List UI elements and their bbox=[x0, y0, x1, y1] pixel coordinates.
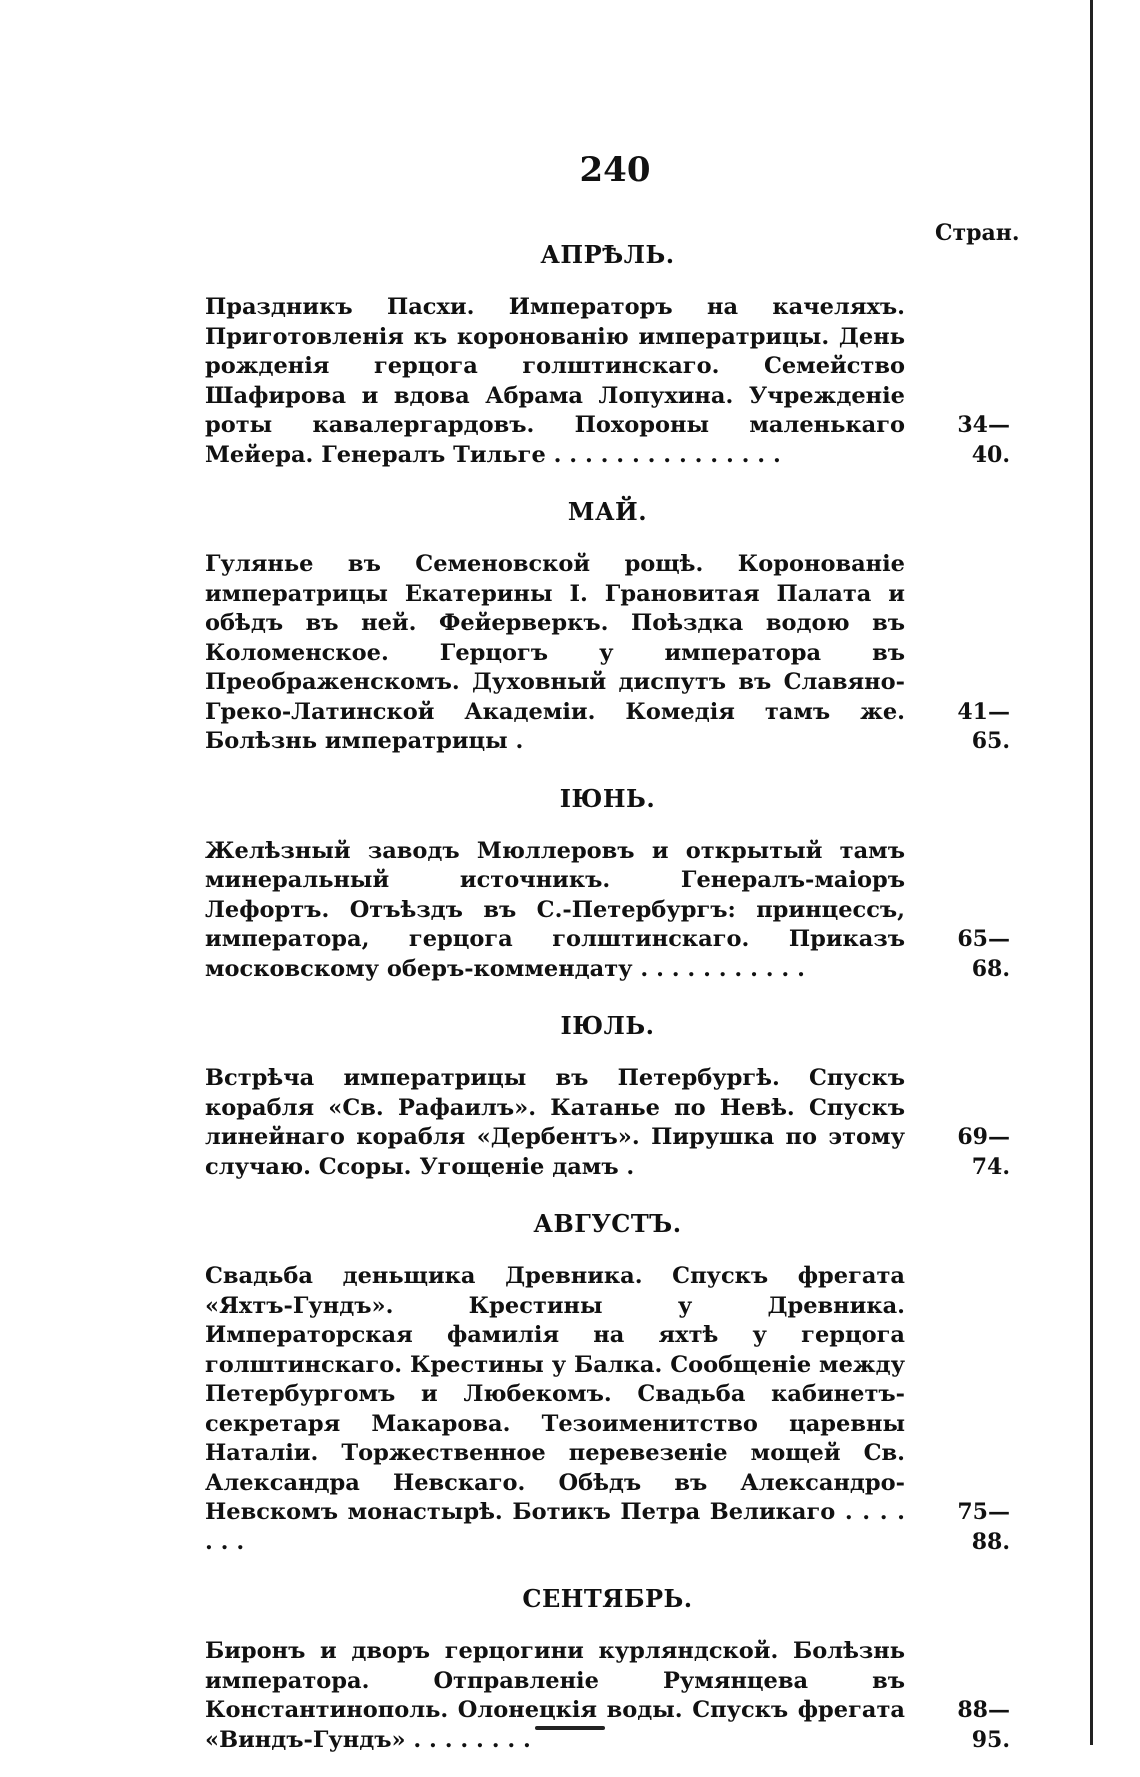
section-page-range: 34—40. bbox=[957, 412, 1010, 468]
section-summary: Гулянье въ Семеновской рощѣ. Коронованіе императрицы Екатерины I. Грановитая Палата и обѣдъ въ ней. Фейерверкъ. Поѣздка водою въ Коломенское. Герцогъ у императора въ Преображенскомъ. Духовный диспутъ въ Славяно-Греко-Латинской Академіи. Комедія тамъ же. Болѣзнь императрицы . bbox=[205, 551, 905, 754]
section-page-range: 41—65. bbox=[957, 698, 1010, 754]
section-entry-april bbox=[205, 293, 1010, 470]
section-entry-july bbox=[205, 1064, 1010, 1182]
section-title-august: АВГУСТЪ. bbox=[533, 1209, 682, 1238]
section-title-april: АПРѢЛЬ. bbox=[540, 240, 675, 269]
section-page-range: 88—95. bbox=[957, 1697, 1010, 1753]
end-ornament bbox=[535, 1726, 605, 1730]
section-title-june: ІЮНЬ. bbox=[559, 783, 656, 813]
section-page-range: 69—74. bbox=[957, 1124, 1010, 1180]
section-summary: Встрѣча императрицы въ Петербургѣ. Спускъ корабля «Св. Рафаилъ». Катанье по Невѣ. Спускъ линейнаго корабля «Дербентъ». Пирушка по этому случаю. Ссоры. Угощеніе дамъ . bbox=[205, 1065, 905, 1180]
section-page-range: 65—68. bbox=[957, 926, 1010, 982]
section-title-july: ІЮЛЬ. bbox=[560, 1011, 655, 1040]
pages-column-header: Стран. bbox=[935, 220, 1020, 246]
section-page-range: 75—88. bbox=[957, 1499, 1010, 1555]
section-summary: Желѣзный заводъ Мюллеровъ и открытый тамъ минеральный источникъ. Генералъ-маіоръ Лефортъ. Отъѣздъ въ С.-Петербургъ: принцессъ, императора, герцога голштинскаго. Приказъ московскому оберъ-коммендату . . . . . . . . . . . bbox=[205, 837, 905, 982]
section-entry-june bbox=[205, 837, 1010, 985]
section-title-september: СЕНТЯБРЬ. bbox=[522, 1584, 693, 1613]
section-entry-may bbox=[205, 550, 1010, 757]
section-summary: Биронъ и дворъ герцогини курляндской. Болѣзнь императора. Отправленіе Румянцева въ Константинополь. Олонецкія воды. Спускъ фрегата «Виндъ-Гундъ» . . . . . . . . bbox=[205, 1638, 905, 1753]
section-title-may: МАЙ. bbox=[567, 497, 648, 526]
binding-edge-rule bbox=[1090, 0, 1093, 1745]
section-entry-september bbox=[205, 1637, 1010, 1755]
section-summary: Свадьба деньщика Древника. Спускъ фрегата «Яхтъ-Гундъ». Крестины у Древника. Императорская фамилія на яхтѣ у герцога голштинскаго. Крестины у Балка. Сообщеніе между Петербургомъ и Любекомъ. Свадьба кабинетъ-секретаря Макарова. Тезоименитство царевны Наталіи. Торжественное перевезеніе мощей Св. Александра Невскаго. Обѣдъ въ Александро-Невскомъ монастырѣ. Ботикъ Петра Великаго . . . . . . . bbox=[205, 1263, 905, 1555]
section-summary: Праздникъ Пасхи. Императоръ на качеляхъ. Приготовленія къ коронованію императрицы. День рожденія герцога голштинскаго. Семейство Шафирова и вдова Абрама Лопухина. Учрежденіе роты кавалергардовъ. Похороны маленькаго Мейера. Генералъ Тильге . . . . . . . . . . . . . . . bbox=[205, 294, 905, 468]
table-of-contents bbox=[205, 235, 1010, 1777]
section-entry-august bbox=[205, 1262, 1010, 1557]
page-number: 240 bbox=[579, 150, 651, 190]
